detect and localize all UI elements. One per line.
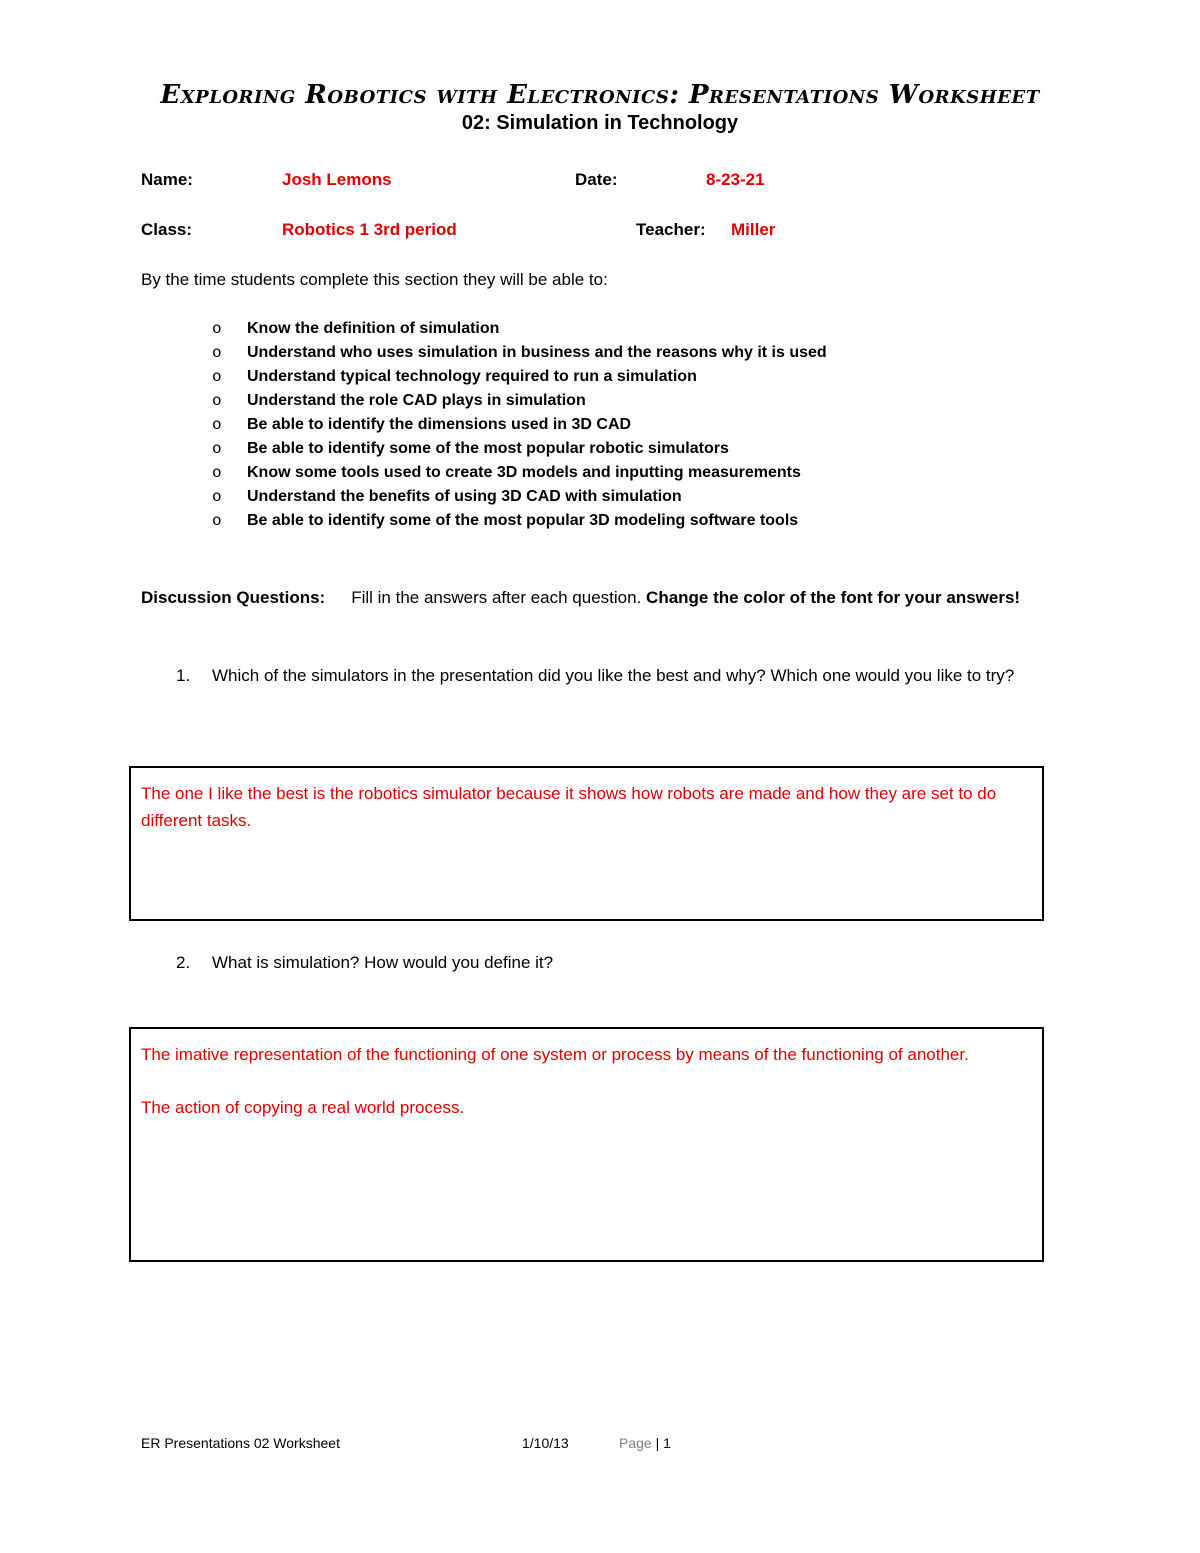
footer-page-value: 1 — [663, 1435, 671, 1451]
date-value: 8-23-21 — [706, 170, 765, 189]
bullet-icon: o — [212, 488, 222, 506]
objective-text: Understand the role CAD plays in simulation — [247, 392, 586, 409]
discussion-instruction: Fill in the answers after each question. — [351, 588, 642, 607]
worksheet-subtitle: 02: Simulation in Technology — [461, 112, 739, 134]
bullet-icon: o — [212, 344, 222, 362]
bullet-icon: o — [212, 440, 222, 458]
worksheet-title: Exploring Robotics with Electronics: Presentations Worksheet — [160, 80, 1040, 110]
question-text: Which of the simulators in the presentation did you like the best and why? Which one would you like to try? — [212, 666, 1015, 685]
question-number: 1. — [176, 666, 191, 685]
date-label: Date: — [575, 170, 618, 189]
objective-text: Be able to identify some of the most popular robotic simulators — [247, 440, 729, 457]
bullet-icon: o — [212, 392, 222, 410]
objective-item — [212, 438, 827, 462]
bullet-icon: o — [212, 464, 222, 482]
bullet-icon: o — [212, 512, 222, 530]
discussion-instructions — [141, 582, 1041, 613]
answer-box-2[interactable] — [129, 1027, 1044, 1262]
objective-text: Understand the benefits of using 3D CAD with simulation — [247, 488, 682, 505]
teacher-label: Teacher: — [636, 220, 706, 239]
question-number: 2. — [176, 953, 191, 972]
class-value: Robotics 1 3rd period — [282, 220, 457, 239]
discussion-label: Discussion Questions: — [141, 588, 326, 607]
objective-item — [212, 342, 827, 366]
answer-text[interactable]: The action of copying a real world process. — [141, 1098, 465, 1117]
objectives-list — [212, 318, 827, 534]
objective-text: Be able to identify the dimensions used in 3D CAD — [247, 416, 632, 433]
bullet-icon: o — [212, 416, 222, 434]
name-value: Josh Lemons — [282, 170, 392, 189]
objective-item — [212, 366, 827, 390]
objective-text: Understand who uses simulation in business and the reasons why it is used — [247, 344, 827, 361]
footer-doc-date: 1/10/13 — [522, 1435, 569, 1451]
bullet-icon: o — [212, 320, 222, 338]
name-label: Name: — [141, 170, 193, 189]
objective-item — [212, 462, 827, 486]
bullet-icon: o — [212, 368, 222, 386]
objective-item — [212, 510, 827, 534]
objective-item — [212, 414, 827, 438]
objective-text: Know some tools used to create 3D models and inputting measurements — [247, 464, 801, 481]
answer-box-1[interactable] — [129, 766, 1044, 921]
discussion-emphasis: Change the color of the font for your answers! — [646, 588, 1021, 607]
objective-text: Know the definition of simulation — [247, 320, 500, 337]
objective-item — [212, 390, 827, 414]
teacher-value: Miller — [731, 220, 776, 239]
objective-item — [212, 486, 827, 510]
footer-separator: | — [655, 1435, 660, 1451]
question-2 — [176, 949, 1066, 976]
answer-text[interactable]: The one I like the best is the robotics simulator because it shows how robots are made and how they are set to do different tasks. — [141, 784, 997, 830]
question-text: What is simulation? How would you define it? — [212, 953, 554, 972]
objective-text: Understand typical technology required to run a simulation — [247, 368, 697, 385]
question-1 — [176, 662, 1066, 689]
class-label: Class: — [141, 220, 193, 239]
answer-text[interactable]: The imative representation of the functioning of one system or process by means of the functioning of another. — [141, 1045, 969, 1064]
footer-page-number — [619, 1435, 671, 1451]
objective-text: Be able to identify some of the most popular 3D modeling software tools — [247, 512, 799, 529]
objective-item — [212, 318, 827, 342]
objectives-intro: By the time students complete this section they will be able to: — [141, 270, 608, 289]
footer-doc-name: ER Presentations 02 Worksheet — [141, 1435, 340, 1451]
footer-page-word: Page — [619, 1435, 652, 1451]
